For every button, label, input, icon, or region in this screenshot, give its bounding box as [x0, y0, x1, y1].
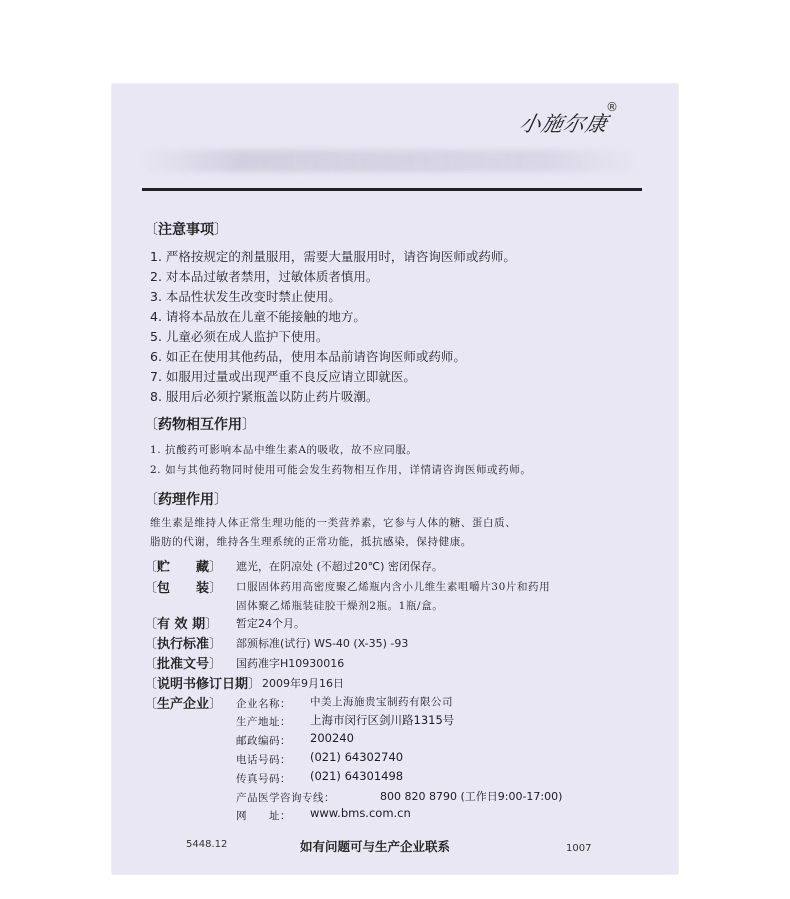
revision-label: 〔说明书修订日期〕 — [144, 677, 262, 692]
footer-contact-note: 如有问题可与生产企业联系 — [300, 839, 451, 854]
interaction-item: 1. 抗酸药可影响本品中维生素A的吸收，故不应同服。 — [150, 444, 418, 456]
footer-code-right: 1007 — [566, 843, 592, 854]
precaution-item: 6. 如正在使用其他药品，使用本品前请咨询医师或药师。 — [150, 349, 466, 364]
phone-value: (021) 64302740 — [310, 750, 404, 764]
precaution-item: 8. 服用后必须拧紧瓶盖以防止药片吸潮。 — [150, 389, 379, 404]
fax-value: (021) 64301498 — [310, 769, 404, 783]
pharmacology-title: 〔药理作用〕 — [144, 492, 228, 508]
website-key: 网 址： — [236, 810, 291, 822]
precaution-item: 3. 本品性状发生改变时禁止使用。 — [150, 289, 341, 304]
company-name-key: 企业名称： — [236, 698, 291, 710]
registered-mark: ® — [606, 100, 618, 114]
postcode-key: 邮政编码： — [236, 735, 291, 747]
precautions-title: 〔注意事项〕 — [144, 222, 228, 238]
precaution-item: 2. 对本品过敏者禁用，过敏体质者慎用。 — [150, 269, 379, 284]
storage-label: 〔贮 藏〕 — [144, 560, 223, 575]
package-line: 口服固体药用高密度聚乙烯瓶内含小儿维生素咀嚼片30片和药用 — [236, 581, 551, 593]
approval-label: 〔批准文号〕 — [144, 657, 223, 672]
interaction-item: 2. 如与其他药物同时使用可能会发生药物相互作用，详情请咨询医师或药师。 — [150, 464, 532, 476]
validity-label: 〔有 效 期〕 — [144, 617, 219, 632]
company-name-value: 中美上海施贵宝制药有限公司 — [310, 696, 453, 708]
header-rule — [142, 188, 642, 191]
standard-value: 部颁标准(试行) WS-40 (X-35) -93 — [236, 637, 409, 650]
hotline-value: 800 820 8790 (工作日9:00-17:00) — [380, 790, 563, 803]
precaution-item: 5. 儿童必须在成人监护下使用。 — [150, 329, 329, 344]
hotline-key: 产品医学咨询专线： — [236, 792, 335, 804]
brand-logo — [517, 100, 620, 142]
precaution-item: 1. 严格按规定的剂量服用，需要大量服用时，请咨询医师或药师。 — [150, 249, 516, 264]
pharmacology-line: 维生素是维持人体正常生理功能的一类营养素，它参与人体的糖、蛋白质、 — [150, 517, 517, 529]
package-line: 固体聚乙烯瓶装硅胶干燥剂2瓶。1瓶/盒。 — [236, 600, 444, 612]
fax-key: 传真号码： — [236, 773, 291, 785]
validity-value: 暂定24个月。 — [236, 617, 305, 630]
interactions-title: 〔药物相互作用〕 — [144, 417, 256, 433]
website-value: www.bms.com.cn — [310, 806, 411, 820]
phone-key: 电话号码： — [236, 754, 291, 766]
manufacturer-label: 〔生产企业〕 — [144, 697, 223, 712]
postcode-value: 200240 — [310, 731, 354, 745]
precaution-item: 4. 请将本品放在儿童不能接触的地方。 — [150, 309, 366, 324]
address-value: 上海市闵行区剑川路1315号 — [310, 713, 455, 727]
pharmacology-line: 脂肪的代谢，维持各生理系统的正常功能，抵抗感染，保持健康。 — [150, 536, 472, 548]
footer-code-left: 5448.12 — [186, 839, 228, 850]
logo-text: 小施尔康 — [517, 112, 611, 136]
show-through-text — [140, 150, 640, 172]
address-key: 生产地址： — [236, 716, 291, 728]
approval-value: 国药准字H10930016 — [236, 657, 345, 670]
standard-label: 〔执行标准〕 — [144, 637, 223, 652]
package-label: 〔包 装〕 — [144, 581, 223, 596]
storage-value: 遮光，在阴凉处 (不超过20℃) 密闭保存。 — [236, 560, 443, 573]
precaution-item: 7. 如服用过量或出现严重不良反应请立即就医。 — [150, 369, 416, 384]
revision-value: 2009年9月16日 — [262, 677, 344, 690]
